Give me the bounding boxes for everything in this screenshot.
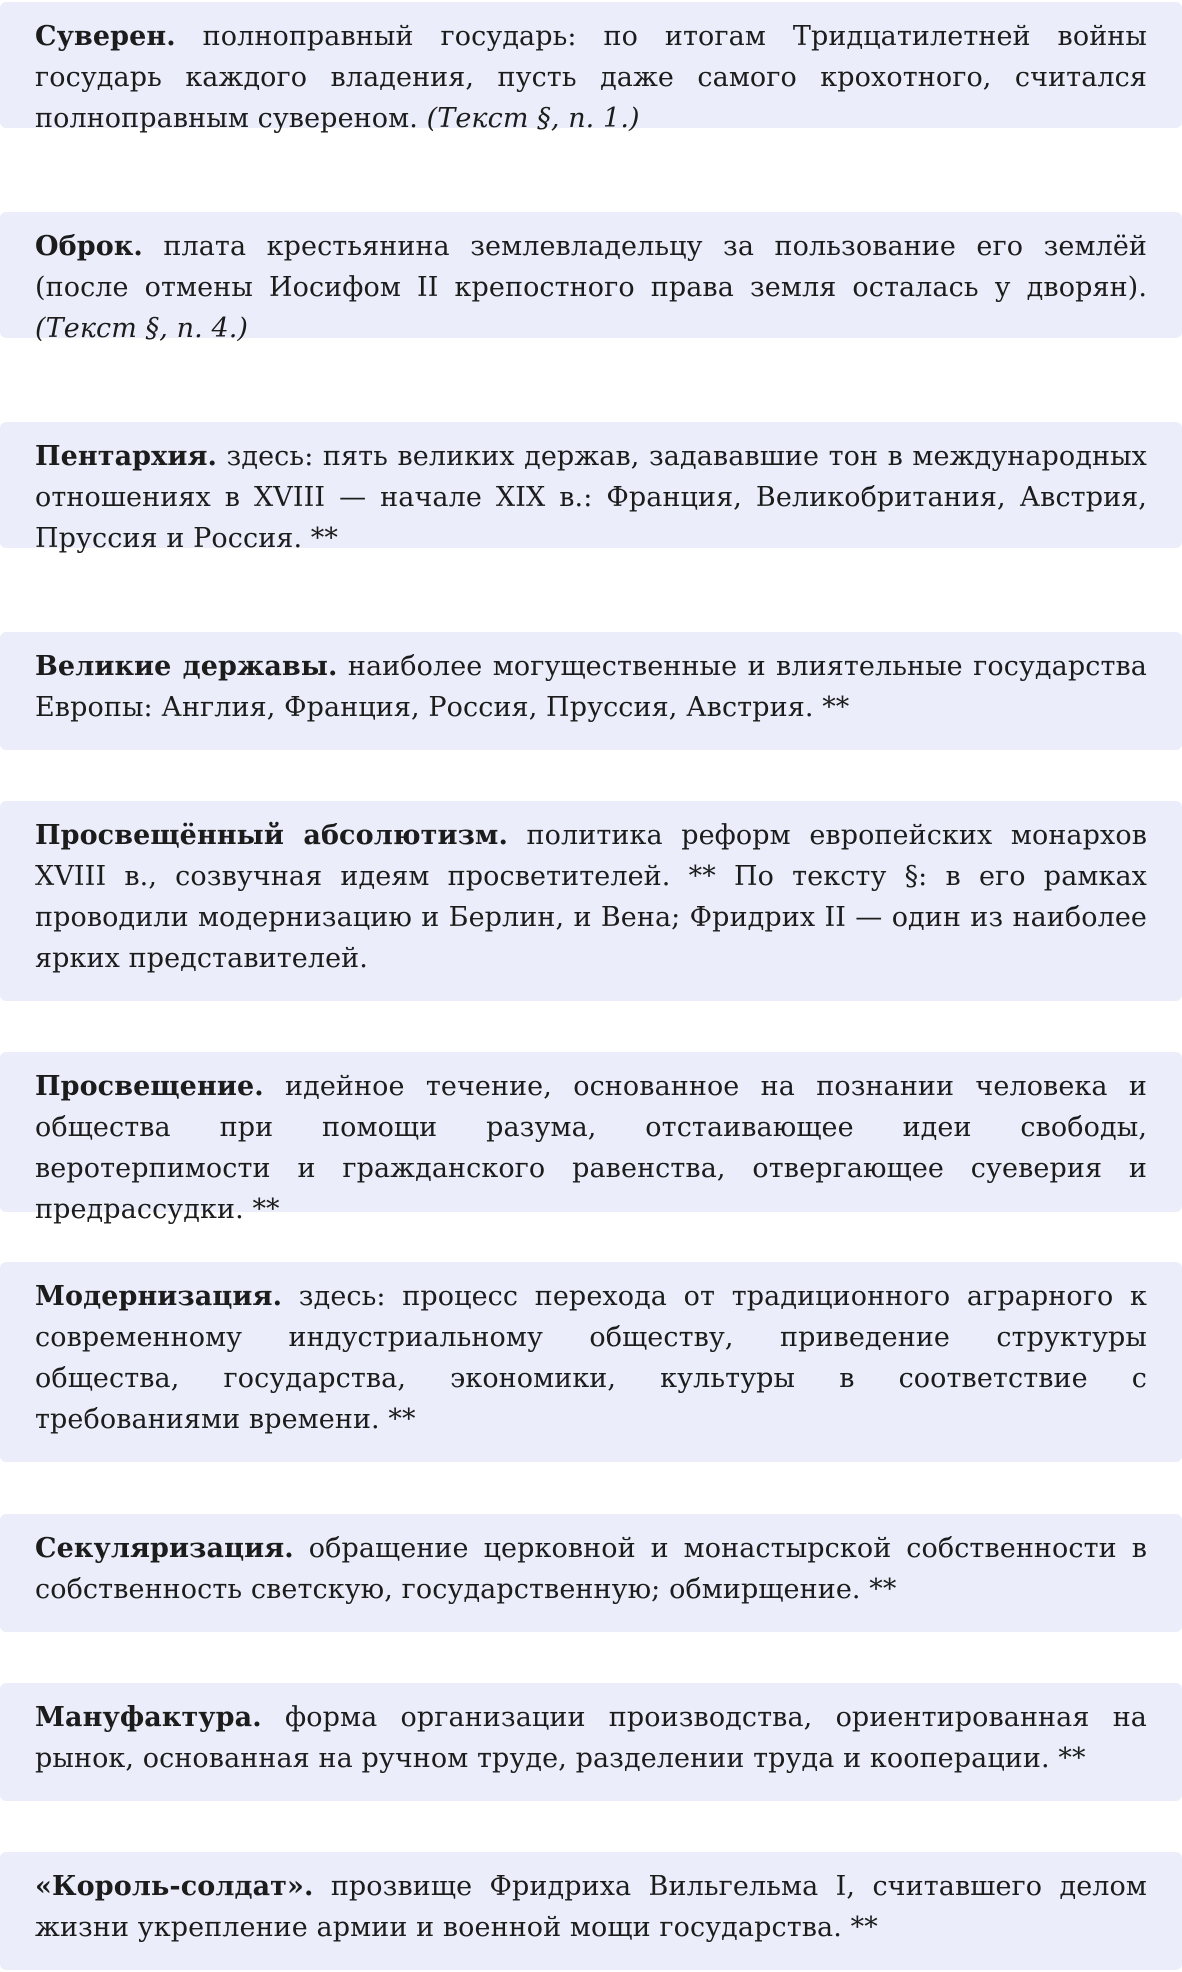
- entry-term: Великие державы.: [35, 651, 338, 682]
- entry-text: [35, 1528, 1147, 1610]
- entry-definition: форма организации производства, ориентированная на рынок, основанная на ручном труде, разделении труда и кооперации. **: [35, 1702, 1147, 1774]
- entry-term: «Король-солдат».: [35, 1871, 314, 1902]
- entry-reference: (Текст §, п. 4.): [35, 313, 249, 344]
- glossary-entry-velikie-derzhavy: [0, 632, 1182, 750]
- glossary-entry-prosveshchenie: [0, 1052, 1182, 1225]
- entry-definition: полноправный государь: по итогам Тридцатилетней войны государь каждого владения, пусть даже самого крохотного, считался полноправным сувереном.: [35, 21, 1147, 134]
- entry-text: [35, 436, 1147, 559]
- entry-term: Просвещение.: [35, 1071, 264, 1102]
- glossary-entry-pentarkhiya: [0, 422, 1182, 554]
- glossary-entry-modernizatsiya: [0, 1262, 1182, 1462]
- glossary-entry-suveren: [0, 2, 1182, 134]
- entry-term: Секуляризация.: [35, 1533, 294, 1564]
- entry-definition: наиболее могущественные и влиятельные государства Европы: Англия, Франция, Россия, Пруссия, Австрия. **: [35, 651, 1147, 723]
- entry-term: Просвещённый абсолютизм.: [35, 820, 508, 851]
- entry-definition: идейное течение, основанное на познании человека и общества при помощи разума, отстаивающее идеи свободы, веротерпимости и гражданского равенства, отвергающее суеверия и предрассудки. **: [35, 1071, 1147, 1225]
- entry-text: [35, 815, 1147, 979]
- entry-term: Модернизация.: [35, 1281, 283, 1312]
- entry-definition: обращение церковной и монастырской собственности в собственность светскую, государственную; обмирщение. **: [35, 1533, 1147, 1605]
- entry-term: Оброк.: [35, 231, 143, 262]
- entry-definition: прозвище Фридриха Вильгельма I, считавшего делом жизни укрепление армии и военной мощи государства. **: [35, 1871, 1147, 1943]
- entry-definition: политика реформ европейских монархов XVIII в., созвучная идеям просветителей. ** По тексту §: в его рамках проводили модернизацию и Берлин, и Вена; Фридрих II — один из наиболее ярких представителей.: [35, 820, 1148, 974]
- entry-term: Пентархия.: [35, 441, 218, 472]
- entry-text: [35, 1066, 1147, 1230]
- entry-text: [35, 226, 1147, 349]
- entry-definition: здесь: пять великих держав, задававшие тон в международных отношениях в XVIII — начале XIX в.: Франция, Великобритания, Австрия, Пруссия и Россия. **: [35, 441, 1148, 554]
- glossary-entry-obrok: [0, 212, 1182, 344]
- entry-definition: здесь: процесс перехода от традиционного аграрного к современному индустриальному обществу, приведение структуры общества, государства, экономики, культуры в соответствие с требованиями времени. **: [35, 1281, 1147, 1435]
- entry-text: [35, 1866, 1147, 1948]
- entry-term: Суверен.: [35, 21, 176, 52]
- glossary-entry-prosveshchennyi-absolyutizm: [0, 801, 1182, 1001]
- glossary-entry-manufaktura: [0, 1683, 1182, 1801]
- entry-text: [35, 1276, 1147, 1440]
- entry-definition: плата крестьянина землевладельцу за пользование его землёй (после отмены Иосифом II крепостного права земля осталась у дворян).: [35, 231, 1148, 303]
- entry-term: Мануфактура.: [35, 1702, 262, 1733]
- entry-text: [35, 16, 1147, 139]
- glossary-entry-sekulyarizatsiya: [0, 1514, 1182, 1632]
- entry-text: [35, 646, 1147, 728]
- entry-text: [35, 1697, 1147, 1779]
- glossary-entry-korol-soldat: [0, 1852, 1182, 1970]
- entry-reference: (Текст §, п. 1.): [426, 103, 640, 134]
